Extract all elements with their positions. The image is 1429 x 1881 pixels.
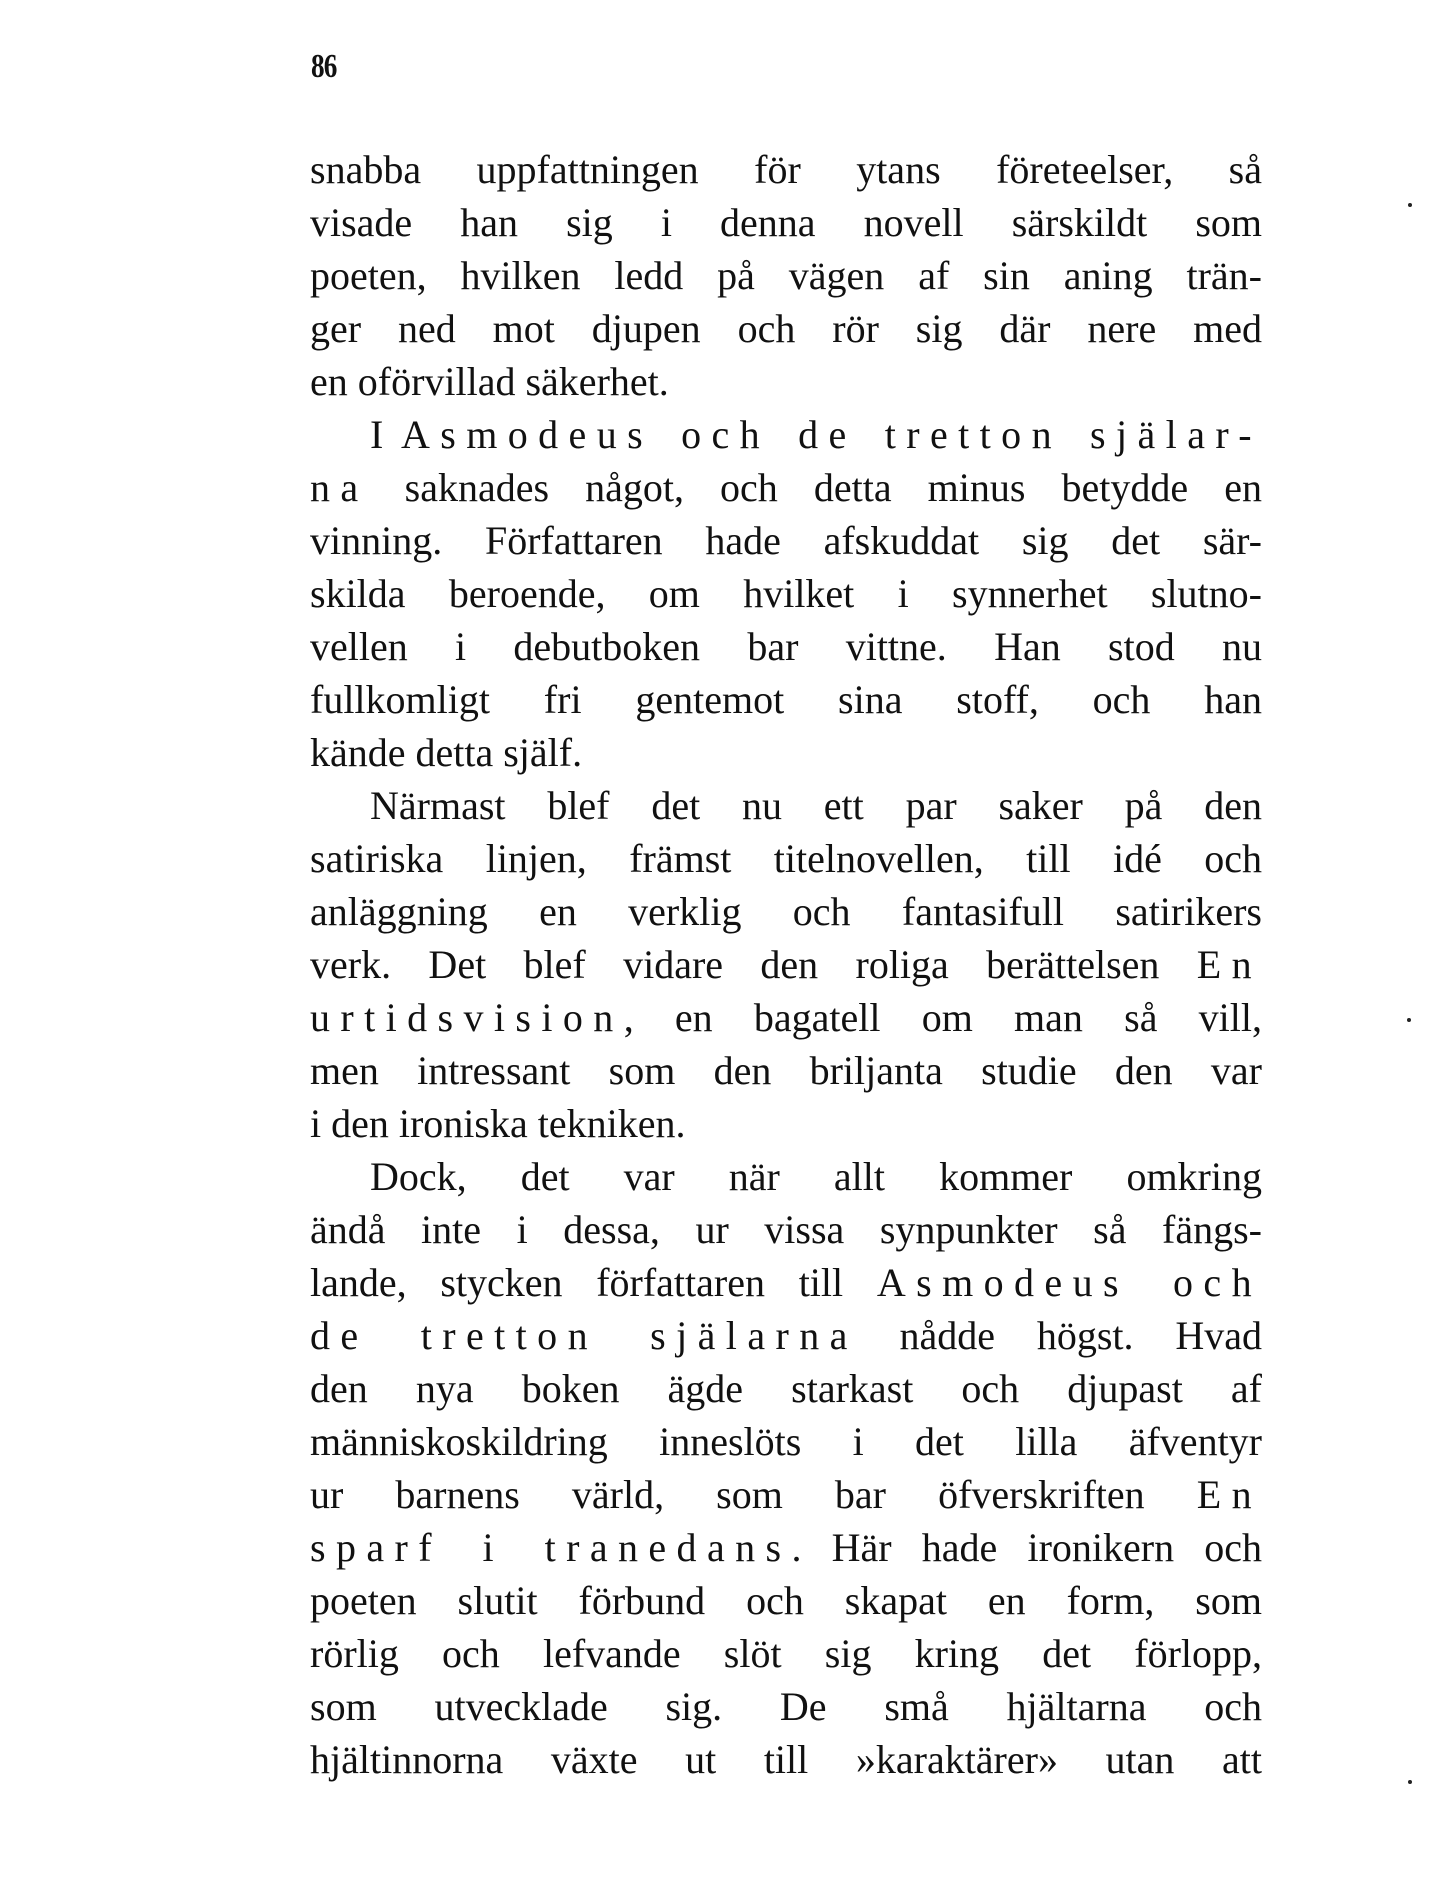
- scan-speck: [1408, 203, 1412, 207]
- text-line: [310, 1097, 1262, 1150]
- text-segment: rörlig och lefvande slöt sig kring det förlopp,: [310, 1631, 1262, 1676]
- text-line: [310, 1627, 1262, 1680]
- text-line: [310, 1150, 1262, 1203]
- text-segment: den nya boken ägde starkast och djupast af: [310, 1366, 1262, 1411]
- text-segment: poeten, hvilken ledd på vägen af sin aning trän-: [310, 253, 1262, 298]
- text-line: [310, 302, 1262, 355]
- text-segment: fullkomligt fri gentemot sina stoff, och han: [310, 677, 1262, 722]
- text-line: [310, 620, 1262, 673]
- text-line: [310, 991, 1262, 1044]
- text-line: [310, 832, 1262, 885]
- text-segment: vellen i debutboken bar vittne. Han stod nu: [310, 624, 1262, 669]
- text-line: [310, 1309, 1262, 1362]
- text-segment: nådde högst. Hvad: [857, 1313, 1262, 1358]
- emphasized-title-text: En: [1196, 1472, 1262, 1517]
- text-segment: poeten slutit förbund och skapat en form, som: [310, 1578, 1262, 1623]
- text-segment: i den ironiska tekniken.: [310, 1101, 686, 1146]
- scan-speck: [1407, 1018, 1411, 1022]
- text-segment: Närmast blef det nu ett par saker på den: [370, 783, 1262, 828]
- text-line: [310, 461, 1262, 514]
- text-line: [310, 726, 1262, 779]
- text-line: [310, 779, 1262, 832]
- text-segment: Dock, det var när allt kommer omkring: [370, 1154, 1262, 1199]
- text-segment: hjältinnorna växte ut till »karaktärer» utan att: [310, 1737, 1262, 1782]
- text-segment: ur barnens värld, som bar öfverskriften: [310, 1472, 1197, 1517]
- text-line: [310, 1680, 1262, 1733]
- text-segment: kände detta själf.: [310, 730, 583, 775]
- text-segment: anläggning en verklig och fantasifull satirikers: [310, 889, 1262, 934]
- emphasized-title-text: sparf i tranedans: [310, 1525, 792, 1570]
- text-segment: lande, stycken författaren till: [310, 1260, 877, 1305]
- text-segment: satiriska linjen, främst titelnovellen, till idé och: [310, 836, 1262, 881]
- text-segment: vinning. Författaren hade afskuddat sig det sär-: [310, 518, 1262, 563]
- emphasized-title-text: na: [310, 465, 369, 510]
- text-segment: människoskildring inneslöts i det lilla äfventyr: [310, 1419, 1262, 1464]
- text-line: [310, 196, 1262, 249]
- text-line: [310, 514, 1262, 567]
- emphasized-title-text: urtidsvision: [310, 995, 624, 1040]
- page-number: 86: [311, 48, 337, 85]
- text-line: [310, 249, 1262, 302]
- text-line: [310, 1415, 1262, 1468]
- text-line: [310, 673, 1262, 726]
- text-segment: skilda beroende, om hvilket i synnerhet slutno-: [310, 571, 1262, 616]
- emphasized-title-text: Asmodeus och: [876, 1260, 1262, 1305]
- text-segment: men intressant som den briljanta studie den var: [310, 1048, 1262, 1093]
- text-segment: ändå inte i dessa, ur vissa synpunkter så fängs-: [310, 1207, 1262, 1252]
- text-segment: I: [370, 412, 401, 457]
- text-line: [310, 355, 1262, 408]
- text-line: [310, 143, 1262, 196]
- text-line: [310, 1468, 1262, 1521]
- text-line: [310, 1733, 1262, 1786]
- text-segment: verk. Det blef vidare den roliga berättelsen: [310, 942, 1197, 987]
- emphasized-title-text: de tretton själarna: [310, 1313, 858, 1358]
- text-line: [310, 1044, 1262, 1097]
- text-segment: snabba uppfattningen för ytans företeelser, så: [310, 147, 1262, 192]
- text-line: [310, 1362, 1262, 1415]
- text-line: [310, 1521, 1262, 1574]
- text-line: [310, 1203, 1262, 1256]
- text-line: [310, 567, 1262, 620]
- text-segment: en oförvillad säkerhet.: [310, 359, 669, 404]
- text-segment: , en bagatell om man så vill,: [623, 995, 1262, 1040]
- emphasized-title-text: En: [1196, 942, 1262, 987]
- text-segment: som utvecklade sig. De små hjältarna och: [310, 1684, 1262, 1729]
- text-line: [310, 1256, 1262, 1309]
- body-text: [310, 143, 1262, 1786]
- text-line: [310, 408, 1262, 461]
- text-segment: saknades något, och detta minus betydde en: [368, 465, 1262, 510]
- text-line: [310, 938, 1262, 991]
- emphasized-title-text: Asmodeus och de tretton själar-: [400, 412, 1262, 457]
- text-line: [310, 885, 1262, 938]
- scan-speck: [1408, 1780, 1412, 1784]
- text-segment: . Här hade ironikern och: [791, 1525, 1263, 1570]
- text-line: [310, 1574, 1262, 1627]
- text-segment: visade han sig i denna novell särskildt som: [310, 200, 1262, 245]
- text-segment: ger ned mot djupen och rör sig där nere med: [310, 306, 1262, 351]
